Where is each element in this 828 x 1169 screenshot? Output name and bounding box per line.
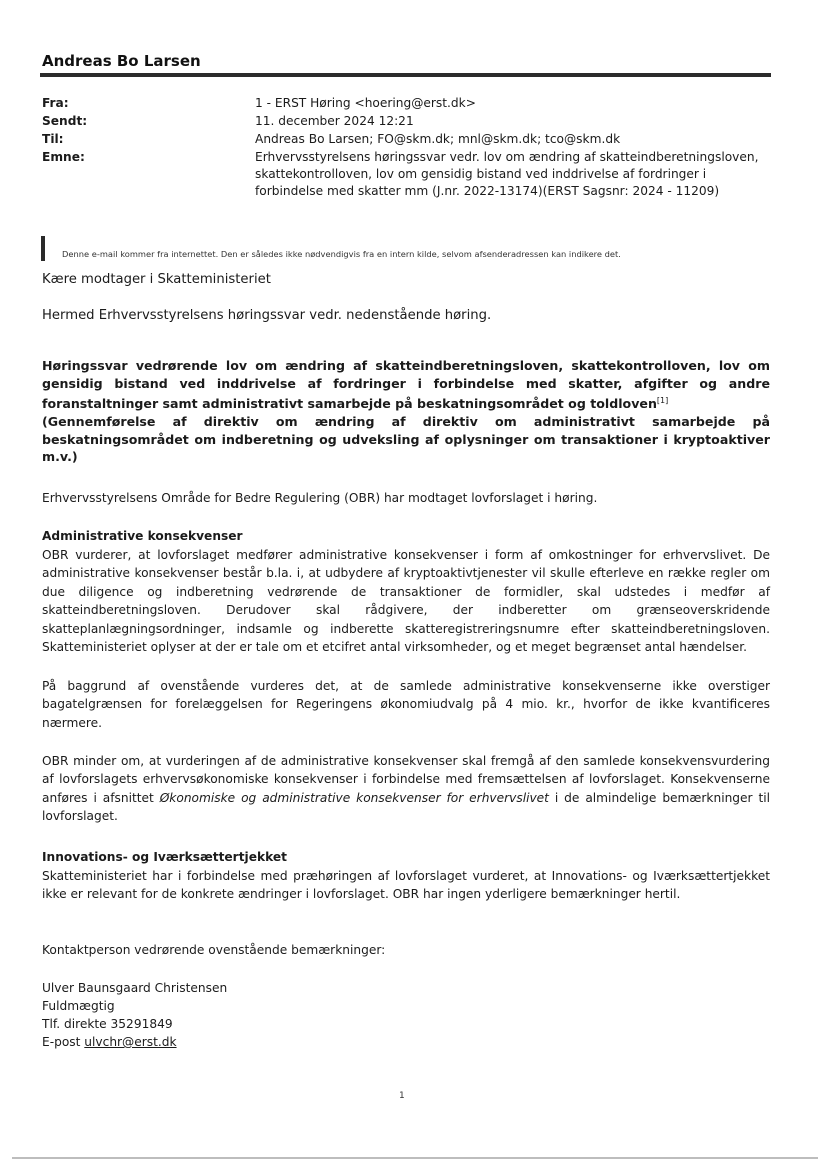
title-main: Høringssvar vedrørende lov om ændring af skatteindberetningsloven, skattekontrolloven, lov om gensidig bistand ved inddrivelse af fordringer i forbindelse med skatter, afgifter og andre foranstaltninger samt administrativt samarbejde på beskatningsområdet og toldloven <box>42 358 770 412</box>
notice-marker <box>41 236 45 261</box>
section-admin-paragraph-3 <box>42 752 770 826</box>
contact-intro: Kontaktperson vedrørende ovenstående bemærkninger: <box>42 943 386 957</box>
from-label: Fra: <box>42 96 69 110</box>
section-heading-admin: Administrative konsekvenser <box>42 529 243 543</box>
subject-value: Erhvervsstyrelsens høringssvar vedr. lov om ændring af skatteindberetningsloven, skattekontrolloven, lov om gensidig bistand ved inddrivelse af fordringer i forbindelse med skatter mm (J.nr. 2022-13174)(ERST Sagsnr: 2024 - 11209) <box>255 150 759 198</box>
subject-label: Emne: <box>42 150 85 164</box>
paragraph-3-italic: Økonomiske og administrative konsekvenser for erhvervslivet <box>159 790 549 805</box>
contact-email-link[interactable]: ulvchr@erst.dk <box>84 1035 177 1049</box>
document-title <box>42 357 770 466</box>
sender-name: Andreas Bo Larsen <box>42 52 201 70</box>
section-admin-paragraph-1: OBR vurderer, at lovforslaget medfører administrative konsekvenser i form af omkostninger for erhvervslivet. De administrative konsekvenser består b.la. i, at udbydere af kryptoaktivtjenester vil skulle efterleve en række regler om due diligence og indberetning vedrørende de transaktioner de formidler, skal udstedes i medfør af skatteindberetningsloven. Derudover skal rådgivere, der indberetter om grænseoverskridende skatteplanlægningsordninger, indsamle og indberette skatteregistreringsnumre efter skatteindberetningsloven. Skatteministeriet oplyser at der er tale om et etcifret antal virksomheder, og et meget begrænset antal hændelser. <box>42 548 770 655</box>
greeting: Kære modtager i Skatteministeriet <box>42 272 271 287</box>
obr-received-text: Erhvervsstyrelsens Område for Bedre Regulering (OBR) har modtaget lovforslaget i høring. <box>42 491 598 505</box>
paragraph-3-end: i de almindelige bemærkninger til lovforslaget. <box>42 790 771 824</box>
external-mail-notice: Denne e-mail kommer fra internettet. Den er således ikke nødvendigvis fra en intern kilde, selvom afsenderadressen kan indikere det. <box>62 249 621 259</box>
contact-title: Fuldmægtig <box>42 999 115 1013</box>
to-label: Til: <box>42 132 64 146</box>
contact-name: Ulver Baunsgaard Christensen <box>42 981 228 995</box>
contact-phone: Tlf. direkte 35291849 <box>42 1017 173 1031</box>
sent-value: 11. december 2024 12:21 <box>255 114 414 128</box>
page-number: 1 <box>399 1091 405 1101</box>
intro-text: Hermed Erhvervsstyrelsens høringssvar vedr. nedenstående høring. <box>42 308 492 323</box>
sent-label: Sendt: <box>42 114 88 128</box>
contact-email-label: E-post <box>42 1035 85 1049</box>
section-heading-innovation: Innovations- og Iværksættertjekket <box>42 850 287 864</box>
title-footnote-link[interactable]: [1] <box>656 396 669 406</box>
contact-email-line <box>42 1033 177 1051</box>
header-divider <box>40 73 771 77</box>
to-value[interactable]: Andreas Bo Larsen; FO@skm.dk; mnl@skm.dk; tco@skm.dk <box>255 132 621 146</box>
paragraph-3-start: OBR minder om, at vurderingen af de administrative konsekvenser skal fremgå af den samlede konsekvensvurdering af lovforslagets erhvervsøkonomiske konsekvenser i forbindelse med fremsættelsen af lovforslaget. Konsekvenserne anføres i afsnittet <box>42 754 770 805</box>
title-subtitle: (Gennemførelse af direktiv om ændring af direktiv om administrativt samarbejde på beskatningsområdet om indberetning og udveksling af oplysninger om transaktioner i kryptoaktiver m.v.) <box>42 413 770 465</box>
section-innovation-paragraph: Skatteministeriet har i forbindelse med præhøringen af lovforslaget vurderet, at Innovations- og Iværksættertjekket ikke er relevant for de konkrete ændringer i lovforslaget. OBR har ingen yderligere bemærkninger hertil. <box>42 869 770 902</box>
section-admin-paragraph-2: På baggrund af ovenstående vurderes det, at de samlede administrative konsekvenserne ikke overstiger bagatelgrænsen for forelæggelsen for Regeringens økonomiudvalg på 4 mio. kr., hvorfor de ikke kvantificeres nærmere. <box>42 679 770 730</box>
page-bottom-edge <box>12 1157 818 1159</box>
from-value[interactable]: 1 - ERST Høring <hoering@erst.dk> <box>255 96 476 110</box>
